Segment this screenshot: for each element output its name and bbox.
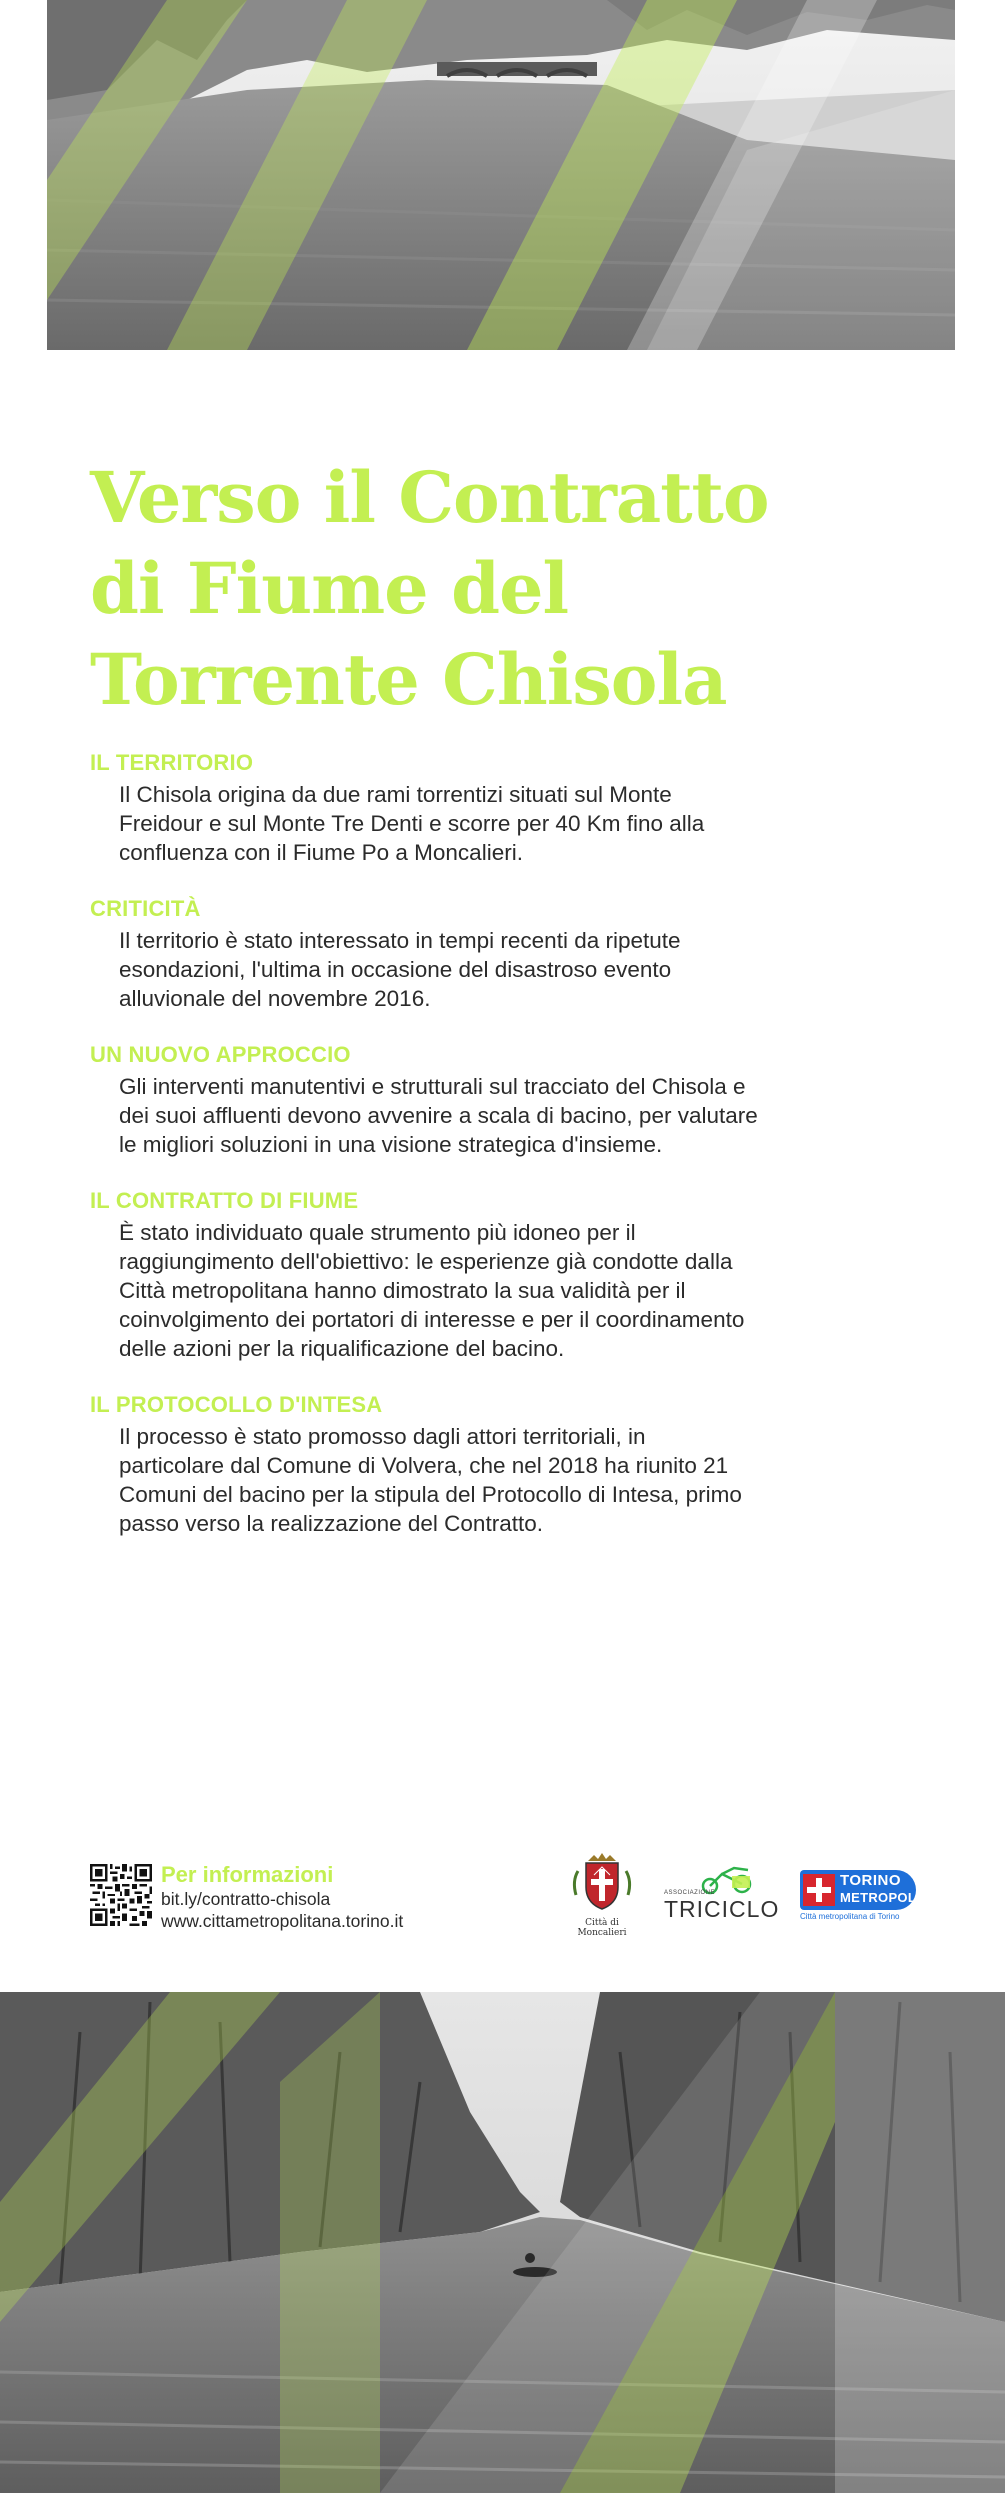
content-sections bbox=[90, 750, 850, 1567]
text-line: È stato individuato quale strumento più idoneo per il bbox=[119, 1220, 636, 1245]
section-criticita bbox=[90, 896, 850, 1013]
torino-caption: Città metropolitana di Torino bbox=[800, 1912, 900, 1921]
text-line: Il processo è stato promosso dagli attori territoriali, in bbox=[119, 1424, 646, 1449]
section-heading: UN NUOVO APPROCCIO bbox=[90, 1042, 351, 1067]
moncalieri-logo bbox=[566, 1851, 638, 1941]
section-heading: IL CONTRATTO DI FIUME bbox=[90, 1188, 359, 1213]
qr-code-icon[interactable] bbox=[90, 1864, 152, 1926]
page-title bbox=[90, 452, 810, 725]
info-block bbox=[90, 1862, 550, 1931]
bottom-river-image bbox=[0, 1992, 1005, 2493]
torino-line-2: METROPOLI bbox=[840, 1890, 920, 1905]
text-line: particolare dal Comune di Volvera, che nel 2018 ha riunito 21 bbox=[119, 1453, 729, 1478]
torino-metropoli-logo bbox=[800, 1870, 920, 1922]
text-line: dei suoi affluenti devono avvenire a scala di bacino, per valutare bbox=[119, 1103, 758, 1128]
title-line-3: Torrente Chisola bbox=[90, 638, 727, 721]
text-line: Il Chisola origina da due rami torrentizi situati sul Monte bbox=[119, 782, 672, 807]
section-body bbox=[119, 926, 850, 1013]
info-link[interactable]: bit.ly/contratto-chisola bbox=[161, 1889, 331, 1909]
title-line-2: di Fiume del bbox=[90, 547, 569, 630]
title-line-1: Verso il Contratto bbox=[90, 456, 769, 539]
text-line: esondazioni, l'ultima in occasione del disastroso evento bbox=[119, 957, 672, 982]
triciclo-assoc: ASSOCIAZIONE bbox=[664, 1890, 716, 1896]
info-text bbox=[161, 1862, 403, 1932]
text-line: le migliori soluzioni in una visione strategica d'insieme. bbox=[119, 1132, 663, 1157]
section-body bbox=[119, 780, 850, 867]
text-line: Il territorio è stato interessato in tempi recenti da ripetute bbox=[119, 928, 681, 953]
triciclo-name: TRICICLO bbox=[664, 1896, 780, 1922]
text-line: alluvionale del novembre 2016. bbox=[119, 986, 431, 1011]
text-line: delle azioni per la riqualificazione del bacino. bbox=[119, 1336, 565, 1361]
moncalieri-caption-2: Moncalieri bbox=[577, 1928, 627, 1938]
savoy-cross-icon bbox=[803, 1874, 835, 1906]
text-line: raggiungimento dell'obiettivo: le esperienze già condotte dalla bbox=[119, 1249, 733, 1274]
bottom-river-photo bbox=[0, 1992, 1005, 2493]
section-nuovo-approccio bbox=[90, 1042, 850, 1159]
text-line: Gli interventi manutentivi e strutturali sul tracciato del Chisola e bbox=[119, 1074, 746, 1099]
top-river-photo bbox=[47, 0, 955, 350]
text-line: passo verso la realizzazione del Contratto. bbox=[119, 1511, 543, 1536]
top-river-image bbox=[47, 0, 955, 350]
torino-metropoli-badge bbox=[800, 1870, 920, 1910]
section-territorio bbox=[90, 750, 850, 867]
torino-line-1: TORINO bbox=[840, 1872, 902, 1889]
info-website[interactable]: www.cittametropolitana.torino.it bbox=[161, 1911, 404, 1931]
section-body bbox=[119, 1072, 850, 1159]
info-title: Per informazioni bbox=[161, 1862, 334, 1887]
section-body bbox=[119, 1422, 850, 1538]
text-line: Freidour e sul Monte Tre Denti e scorre per 40 Km fino alla bbox=[119, 811, 705, 836]
text-line: Comuni del bacino per la stipula del Protocollo di Intesa, primo bbox=[119, 1482, 742, 1507]
section-heading: IL TERRITORIO bbox=[90, 750, 254, 775]
moncalieri-caption-1: Città di bbox=[585, 1918, 619, 1928]
triciclo-logo bbox=[662, 1866, 780, 1922]
text-line: Città metropolitana hanno dimostrato la sua validità per il bbox=[119, 1278, 686, 1303]
section-protocollo-intesa bbox=[90, 1392, 850, 1538]
text-line: confluenza con il Fiume Po a Moncalieri. bbox=[119, 840, 523, 865]
section-heading: IL PROTOCOLLO D'INTESA bbox=[90, 1392, 383, 1417]
moncalieri-crest-icon bbox=[566, 1851, 638, 1913]
section-body bbox=[119, 1218, 850, 1363]
text-line: coinvolgimento dei portatori di interesse e per il coordinamento bbox=[119, 1307, 745, 1332]
section-contratto-di-fiume bbox=[90, 1188, 850, 1363]
section-heading: CRITICITÀ bbox=[90, 896, 201, 921]
